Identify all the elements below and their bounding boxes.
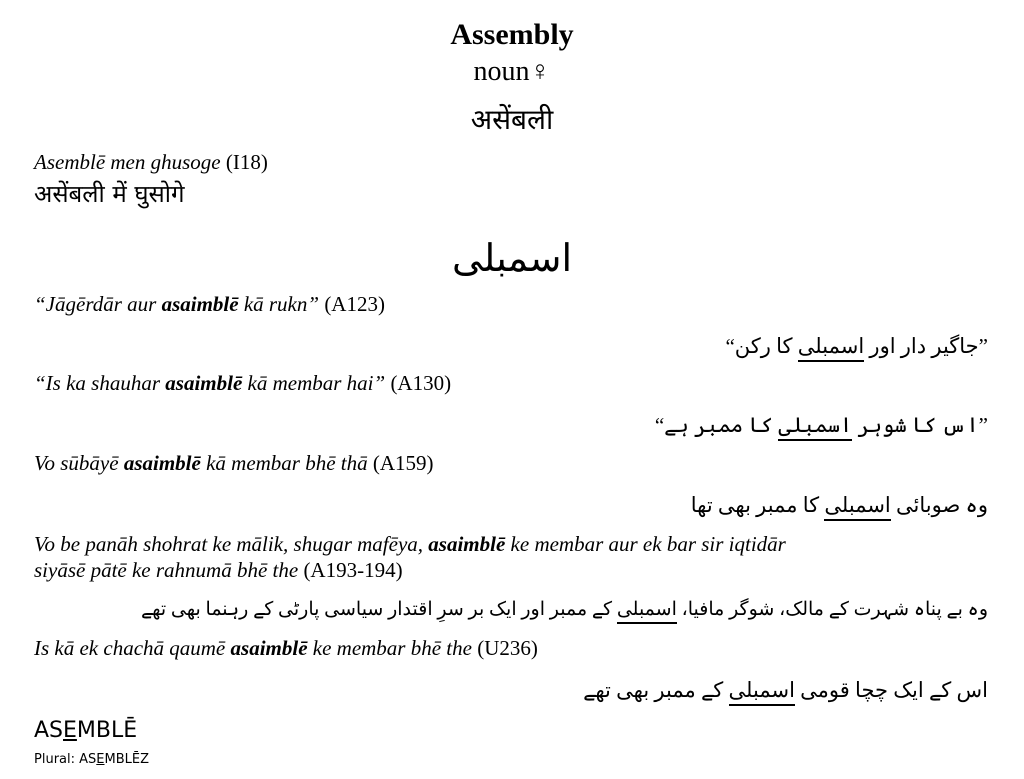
urdu-keyword: اسمبلی — [729, 678, 795, 706]
example-keyword: asaimblē — [161, 292, 239, 316]
entry-title: Assembly — [450, 18, 574, 51]
urdu-text: کا ممبر بھی تھا — [690, 493, 825, 517]
example-ref: (A193-194) — [298, 558, 403, 582]
example-text: Is kā ek chachā qaumē — [34, 636, 231, 660]
urdu-keyword: اسمبلی — [824, 493, 890, 521]
usage-translit — [34, 150, 268, 175]
urdu-text: ”اس کا شوہر — [852, 413, 988, 437]
urdu-text: کا رکن“ — [725, 334, 798, 358]
urdu-keyword: اسمبلی — [617, 599, 677, 624]
example-urdu-2 — [655, 413, 988, 438]
example-urdu-5 — [583, 678, 988, 703]
example-translit-3 — [34, 451, 434, 476]
example-ref: (A130) — [385, 371, 452, 395]
example-translit-2 — [34, 371, 451, 396]
example-keyword: asaimblē — [230, 636, 308, 660]
example-text: kā rukn” — [238, 292, 320, 316]
example-urdu-3 — [691, 493, 988, 518]
example-ref: (A159) — [367, 451, 434, 475]
example-text: siyāsē pātē ke rahnumā bhē the — [34, 558, 299, 582]
example-translit-4 — [34, 532, 786, 557]
urdu-text: کے ممبر بھی تھے — [583, 678, 729, 702]
urdu-text: اس کے ایک چچا قومی — [794, 678, 988, 702]
pron-part: MBLĒ — [76, 718, 138, 743]
pronunciation — [34, 718, 137, 743]
example-text: Vo be panāh shohrat ke mālik, shugar mafēya, — [34, 532, 429, 556]
example-text: ke membar aur ek bar sir iqtidār — [505, 532, 786, 556]
example-urdu-1 — [725, 334, 988, 359]
usage-translit-text: Asemblē men ghusoge — [34, 150, 221, 174]
example-text: Vo sūbāyē — [34, 451, 124, 475]
example-text: kā membar bhē thā — [200, 451, 368, 475]
hindi-headword: असेंबली — [470, 103, 554, 136]
example-keyword: asaimblē — [428, 532, 506, 556]
urdu-text: وہ بے پناہ شہرت کے مالک، شوگر مافیا، — [676, 599, 988, 620]
urdu-text: کے ممبر اور ایک بر سرِ اقتدار سیاسی پارٹی کے رہنما بھی تھے — [140, 599, 617, 620]
plural-part: MBLĒZ — [104, 752, 149, 767]
usage-ref: (I18) — [220, 150, 268, 174]
example-text: kā membar hai” — [242, 371, 386, 395]
example-text: “Jāgērdār aur — [34, 292, 162, 316]
example-translit-4-line2 — [34, 558, 403, 583]
urdu-keyword: اسمبلی — [778, 413, 852, 441]
usage-hindi: असेंबली में घुसोगे — [34, 180, 185, 208]
plural-part: Plural: AS — [34, 752, 97, 767]
urdu-keyword: اسمبلی — [798, 334, 864, 362]
urdu-text: کا ممبر ہے“ — [654, 413, 779, 437]
example-ref: (A123) — [319, 292, 385, 316]
pron-stress: E — [63, 718, 77, 743]
example-keyword: asaimblē — [123, 451, 201, 475]
example-ref: (U236) — [471, 636, 538, 660]
part-of-speech: noun♀ — [473, 56, 551, 87]
plural-form — [34, 752, 149, 767]
example-translit-1 — [34, 292, 385, 317]
urdu-headword: اسمبلی — [451, 238, 573, 280]
example-keyword: asaimblē — [165, 371, 243, 395]
pron-part: AS — [34, 718, 64, 743]
example-translit-5 — [34, 636, 538, 661]
example-urdu-4 — [141, 598, 988, 621]
example-text: ke membar bhē the — [307, 636, 472, 660]
plural-stress: E — [96, 752, 105, 767]
urdu-text: ”جاگیر دار اور — [864, 334, 988, 358]
urdu-text: وہ صوبائی — [890, 493, 988, 517]
example-text: “Is ka shauhar — [34, 371, 166, 395]
